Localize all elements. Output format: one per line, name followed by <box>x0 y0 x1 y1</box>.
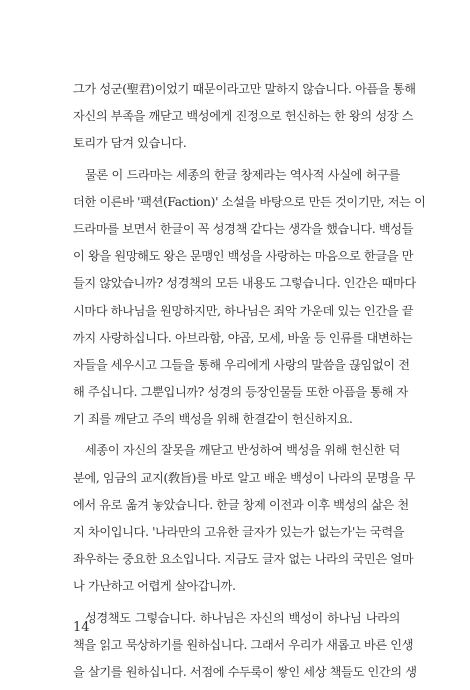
text-line: 성경책도 그렇습니다. 하나님은 자신의 백성이 하나님 나라의 <box>85 610 400 625</box>
text-line: 드라마를 보면서 한글이 꼭 성경책 같다는 생각을 했습니다. 백성들 <box>73 221 414 236</box>
text-line: 책을 읽고 묵상하기를 원하십니다. 그래서 우리가 새롭고 바른 인생 <box>73 637 414 652</box>
text-line: 해 주십니다. 그뿐입니까? 성경의 등장인물들 또한 아픔을 통해 자 <box>73 385 408 400</box>
text-line: 지 차이입니다. '나라만의 고유한 글자가 있는가 없는가'는 국력을 <box>73 525 405 539</box>
paragraph <box>73 76 416 158</box>
text-line: 분에, 임금의 교지(敎旨)를 바로 알고 배운 백성이 나라의 문명을 무 <box>73 470 415 485</box>
text-line: 물론 이 드라마는 세종의 한글 창제라는 역사적 사실에 허구를 <box>85 167 400 182</box>
text-line: 을 살기를 원하십니다. 서점에 수두룩이 쌓인 세상 책들도 인간의 생 <box>73 664 417 679</box>
text-line: 토리가 담겨 있습니다. <box>73 136 187 151</box>
page-number: 14 <box>73 620 90 635</box>
paragraph <box>73 162 426 434</box>
text-line: 에서 유로 옮겨 놓았습니다. 한글 창제 이전과 이후 백성의 삶은 천 <box>73 497 409 512</box>
text-line: 나 가난하고 어렵게 살아갑니까. <box>73 579 236 594</box>
text-line: 들지 않았습니까? 성경책의 모든 내용도 그렇습니다. 인간은 때마다 <box>73 276 416 291</box>
text-line: 그가 성군(聖君)이었기 때문이라고만 말하지 않습니다. 아픔을 통해 <box>73 82 416 96</box>
text-line: 기 죄를 깨닫고 주의 백성을 위해 한결같이 헌신하지요. <box>73 412 353 427</box>
text-line: 자신의 부족을 깨닫고 백성에게 진정으로 헌신하는 한 왕의 성장 스 <box>73 109 414 124</box>
body-text <box>73 76 426 686</box>
paragraph <box>73 437 415 600</box>
text-line: 시마다 하나님을 원망하지만, 하나님은 죄악 가운데 있는 인간을 끝 <box>73 303 414 318</box>
text-line: 자들을 세우시고 그들을 통해 우리에게 사랑의 말씀을 끊임없이 전 <box>73 357 410 372</box>
paragraph <box>73 605 417 687</box>
text-line: 좌우하는 중요한 요소입니다. 지금도 글자 없는 나라의 국민은 얼마 <box>73 552 414 567</box>
text-line: 더한 이른바 '팩션(Faction)' 소설을 바탕으로 만든 것이기만, 저는 이 <box>73 194 426 209</box>
text-line: 이 왕을 원망해도 왕은 문맹인 백성을 사랑하는 마음으로 한글을 만 <box>73 249 414 264</box>
text-line: 까지 사랑하십니다. 아브라함, 야곱, 모세, 바울 등 인류를 대변하는 <box>73 330 413 345</box>
text-line: 세종이 자신의 잘못을 깨닫고 반성하여 백성을 위해 헌신한 덕 <box>85 443 400 458</box>
